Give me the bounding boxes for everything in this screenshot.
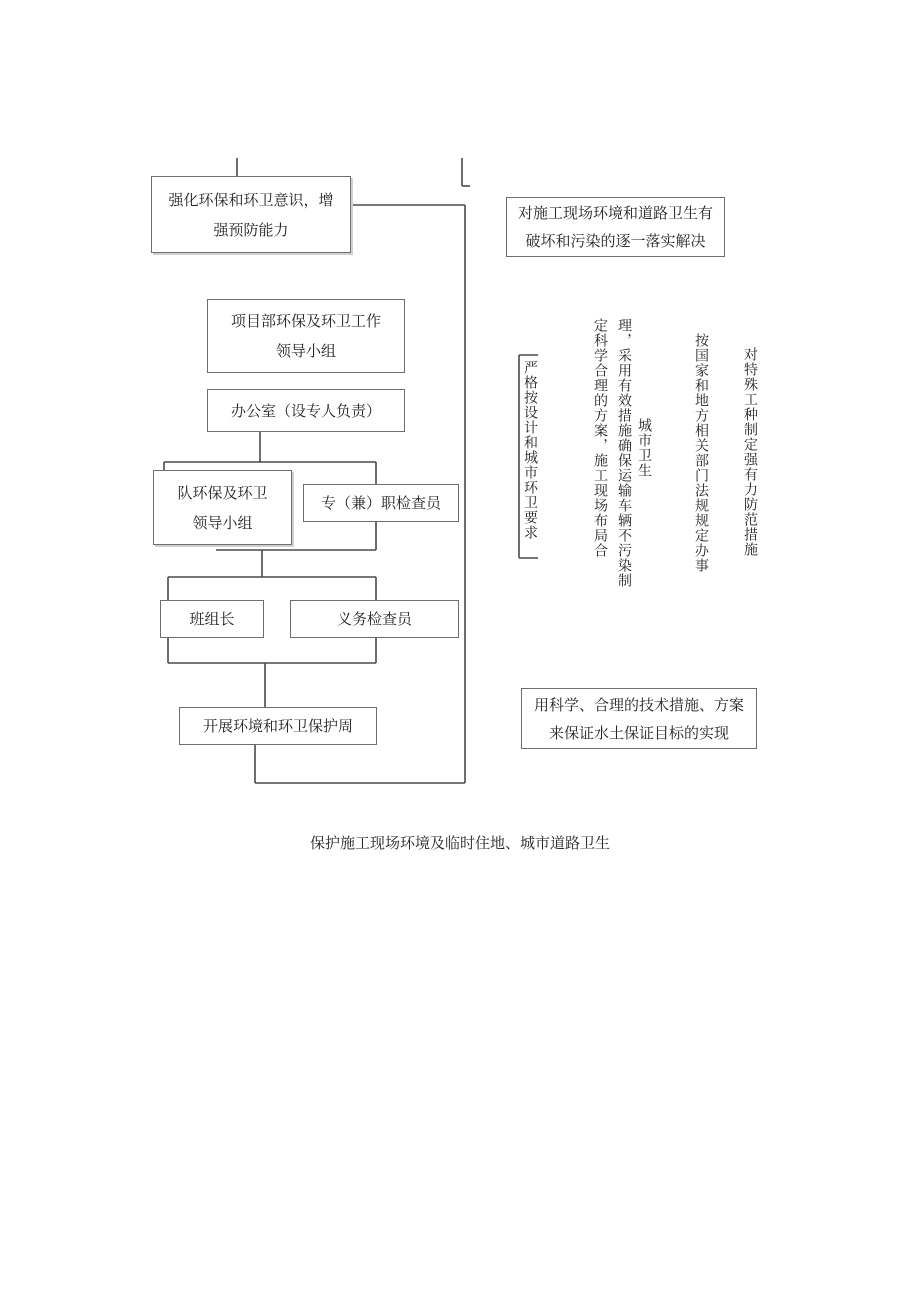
team-group-box: [153, 470, 292, 545]
project-group-line1: 项目部环保及环卫工作: [230, 312, 381, 330]
layout-text-a: 理，采用有效措施确保运输车辆不污染制: [616, 318, 632, 588]
volunteer-inspector-box: [290, 600, 459, 638]
awareness-box: [151, 176, 351, 253]
layout-text-b: 定科学合理的方案，施工现场布局合: [592, 318, 608, 558]
city-hygiene-text: 城市卫生: [636, 418, 652, 478]
responsibility-line1: 对施工现场环境和道路卫生有: [517, 204, 713, 222]
project-group-box: [207, 299, 405, 373]
science-line2: 来保证水土保证目标的实现: [548, 723, 729, 742]
project-group-line2: 领导小组: [275, 342, 336, 360]
responsibility-box: [506, 197, 725, 257]
responsibility-line2: 破坏和污染的逐一落实解决: [525, 232, 706, 250]
awareness-line2: 强预防能力: [213, 220, 289, 239]
team-group-line1: 队环保及环卫: [177, 483, 268, 502]
figure-caption: 保护施工现场环境及临时住地、城市道路卫生: [309, 834, 610, 852]
science-line1: 用科学、合理的技术措施、方案: [533, 695, 744, 714]
team-leader-box: [160, 600, 264, 638]
inspector-label: 专（兼）职检查员: [320, 494, 441, 512]
protection-week-box: [179, 707, 377, 745]
regulations-text: 按国家和地方相关部门法规规定办事: [693, 333, 709, 573]
team-leader-label: 班组长: [189, 610, 235, 628]
office-box: [207, 389, 405, 432]
volunteer-inspector-label: 义务检查员: [336, 610, 412, 628]
protection-week-label: 开展环境和环卫保护周: [202, 717, 353, 735]
science-measures-box: [521, 688, 757, 749]
special-trades-text: 对特殊工种制定强有力防范措施: [742, 347, 758, 557]
team-group-line2: 领导小组: [192, 513, 253, 532]
awareness-line1: 强化环保和环卫意识，增: [168, 190, 334, 209]
inspector-box: [303, 484, 459, 522]
office-label: 办公室（设专人负责）: [230, 401, 381, 420]
design-requirement-text: 严格按设计和城市环卫要求: [522, 360, 538, 540]
